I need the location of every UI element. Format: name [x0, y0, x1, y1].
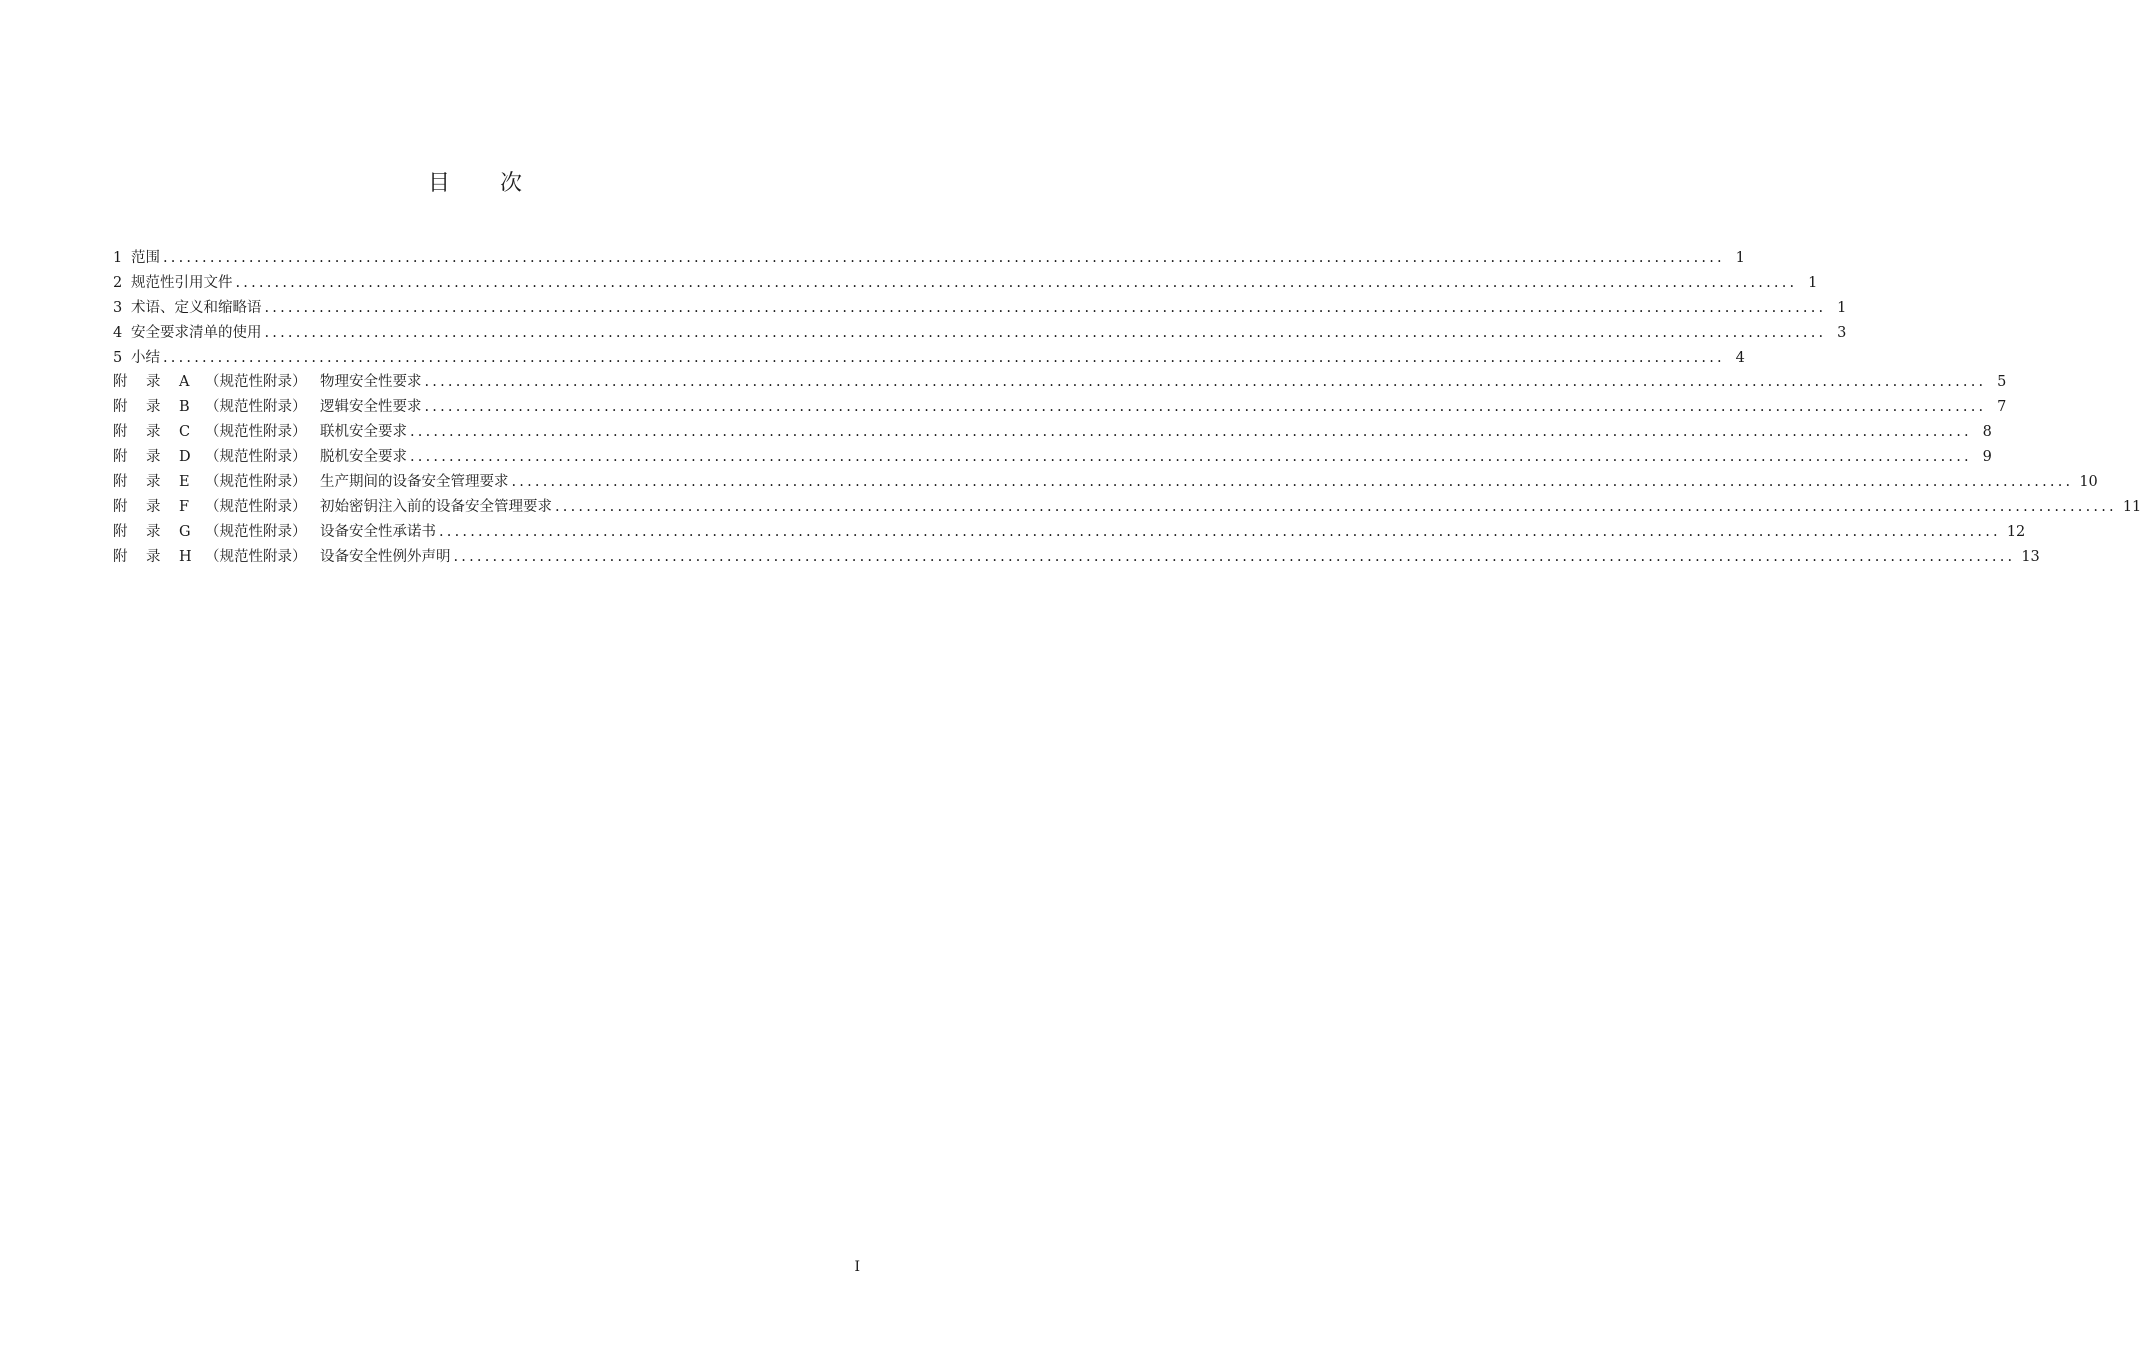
appendix-prefix-lu: 录	[146, 474, 161, 491]
appendix-letter: B	[179, 399, 190, 416]
toc-page-number: 1	[1808, 274, 1818, 291]
title-char-2: 次	[500, 171, 523, 196]
appendix-prefix-fu: 附	[113, 523, 128, 540]
title-char-1: 目	[427, 171, 450, 196]
appendix-prefix-fu: 附	[113, 548, 128, 565]
toc-entry-appendix[interactable]	[113, 370, 2007, 395]
toc-section-number: 4	[113, 324, 123, 341]
toc-page-number: 8	[1982, 424, 1992, 441]
appendix-prefix-lu: 录	[146, 498, 161, 515]
appendix-type: （规范性附录）	[205, 374, 307, 391]
toc-entry-appendix[interactable]	[113, 495, 2141, 520]
appendix-prefix-lu: 录	[146, 449, 161, 466]
page-title	[0, 168, 950, 200]
appendix-letter: H	[179, 548, 192, 565]
appendix-prefix-fu: 附	[113, 498, 128, 515]
toc-entry-appendix[interactable]	[113, 545, 2040, 570]
appendix-prefix-fu: 附	[113, 424, 128, 441]
toc-entry-title: 设备安全性例外声明	[320, 548, 451, 565]
appendix-letter: D	[179, 449, 191, 466]
toc-page-number: 1	[1735, 250, 1745, 266]
appendix-prefix-lu: 录	[146, 523, 161, 540]
toc-section-number: 5	[113, 349, 123, 366]
toc-entry-appendix[interactable]	[113, 520, 2026, 545]
toc-entry-title: 生产期间的设备安全管理要求	[320, 474, 509, 491]
appendix-letter: A	[179, 374, 190, 391]
appendix-letter: E	[179, 474, 190, 491]
appendix-type: （规范性附录）	[205, 449, 307, 466]
page-folio: I	[854, 1259, 860, 1275]
appendix-letter: G	[179, 523, 191, 540]
toc-entry-section[interactable]	[113, 271, 1818, 296]
toc-entry-title: 小结	[131, 349, 160, 366]
toc-page-number: 5	[1997, 374, 2007, 391]
toc-entry-title: 初始密钥注入前的设备安全管理要求	[320, 498, 552, 515]
toc-page-number: 12	[2006, 523, 2026, 540]
toc-dot-leader: ........................................................................................................................................................................................................	[439, 523, 2001, 540]
appendix-type: （规范性附录）	[205, 548, 307, 565]
toc-dot-leader: ........................................................................................................................................................................................................	[424, 399, 1987, 416]
toc-entry-appendix[interactable]	[113, 395, 2007, 420]
toc-entry-section[interactable]	[113, 246, 1745, 271]
toc-entry-appendix[interactable]	[113, 420, 1992, 445]
toc-dot-leader: ........................................................................................................................................................................................................	[163, 349, 1725, 366]
toc-entry-title: 联机安全要求	[320, 424, 407, 441]
toc-entry-title: 安全要求清单的使用	[131, 324, 262, 341]
toc-page-number: 10	[2079, 474, 2098, 491]
appendix-prefix-fu: 附	[113, 374, 128, 391]
toc-entry-appendix[interactable]	[113, 445, 1992, 470]
appendix-letter: F	[179, 498, 190, 515]
toc-dot-leader: ........................................................................................................................................................................................................	[163, 250, 1725, 266]
toc-dot-leader: ........................................................................................................................................................................................................	[264, 324, 1827, 341]
appendix-prefix-lu: 录	[146, 374, 161, 391]
toc-dot-leader: ........................................................................................................................................................................................................	[453, 548, 2016, 565]
appendix-prefix-fu: 附	[113, 449, 128, 466]
toc-entry-title: 范围	[131, 250, 160, 266]
toc-dot-leader: ........................................................................................................................................................................................................	[264, 299, 1827, 316]
toc-page-number: 1	[1837, 299, 1847, 316]
toc-section-number: 2	[113, 274, 123, 291]
appendix-type: （规范性附录）	[205, 498, 307, 515]
appendix-type: （规范性附录）	[205, 424, 307, 441]
appendix-letter: C	[179, 424, 191, 441]
toc-entry-section[interactable]	[113, 321, 1847, 346]
toc-entry-title: 术语、定义和缩略语	[131, 299, 262, 316]
toc-page-number: 3	[1837, 324, 1847, 341]
toc-dot-leader: ........................................................................................................................................................................................................	[555, 498, 2117, 515]
toc-entry-title: 物理安全性要求	[320, 374, 422, 391]
appendix-prefix-lu: 录	[146, 424, 161, 441]
toc-entry-title: 设备安全性承诺书	[320, 523, 436, 540]
appendix-prefix-lu: 录	[146, 548, 161, 565]
table-of-contents	[113, 246, 2141, 570]
toc-dot-leader: ........................................................................................................................................................................................................	[235, 274, 1798, 291]
appendix-type: （规范性附录）	[205, 399, 307, 416]
appendix-type: （规范性附录）	[205, 523, 307, 540]
toc-dot-leader: ........................................................................................................................................................................................................	[424, 374, 1987, 391]
toc-page-number: 11	[2122, 498, 2141, 515]
toc-dot-leader: ........................................................................................................................................................................................................	[410, 449, 1972, 466]
toc-section-number: 3	[113, 299, 123, 316]
toc-entry-title: 规范性引用文件	[131, 274, 233, 291]
toc-entry-title: 逻辑安全性要求	[320, 399, 422, 416]
toc-page-number: 13	[2021, 548, 2040, 565]
toc-entry-section[interactable]	[113, 296, 1847, 321]
toc-section-number: 1	[113, 250, 123, 266]
toc-entry-appendix[interactable]	[113, 470, 2098, 495]
toc-dot-leader: ........................................................................................................................................................................................................	[410, 424, 1972, 441]
toc-dot-leader: ........................................................................................................................................................................................................	[511, 474, 2074, 491]
toc-entry-title: 脱机安全要求	[320, 449, 407, 466]
appendix-type: （规范性附录）	[205, 474, 307, 491]
appendix-prefix-lu: 录	[146, 399, 161, 416]
appendix-prefix-fu: 附	[113, 399, 128, 416]
toc-page-number: 9	[1982, 449, 1992, 466]
toc-page-number: 7	[1997, 399, 2007, 416]
appendix-prefix-fu: 附	[113, 474, 128, 491]
toc-entry-section[interactable]	[113, 346, 1745, 371]
toc-page-number: 4	[1735, 349, 1745, 366]
